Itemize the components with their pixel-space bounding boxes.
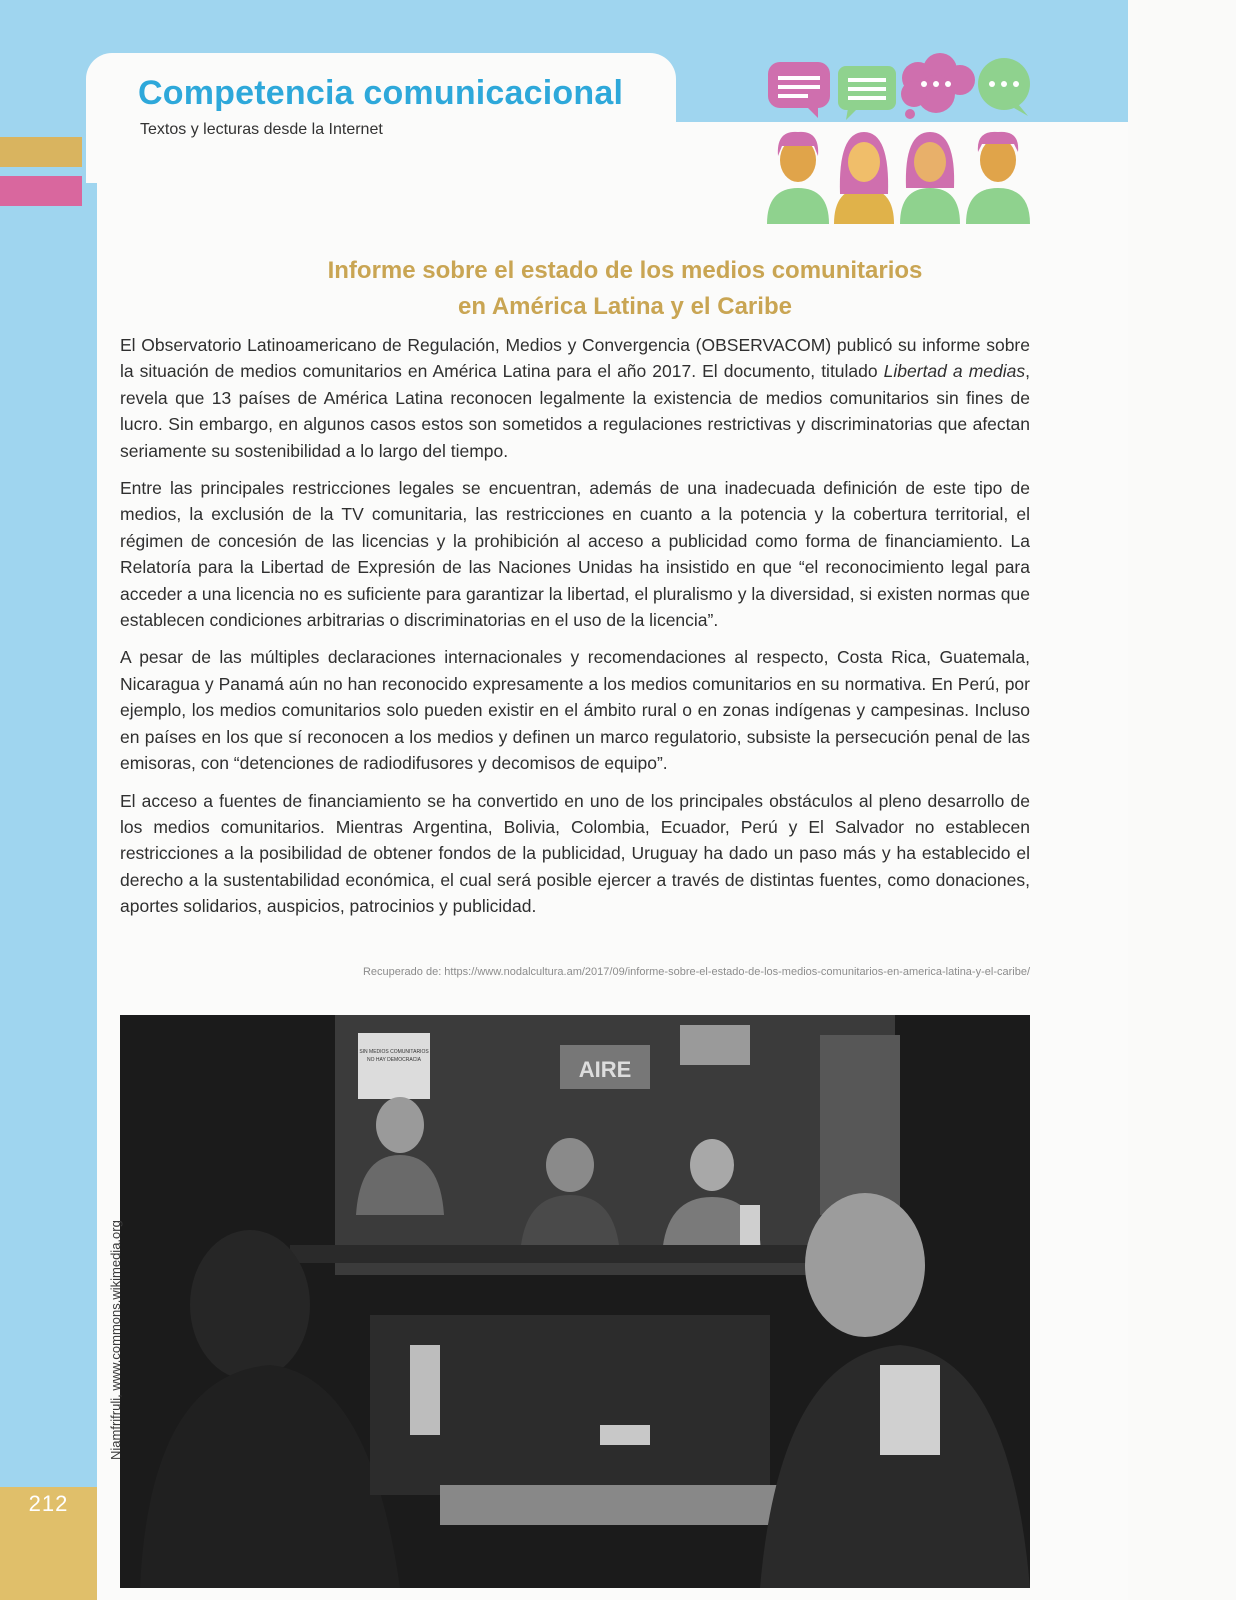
section-title: Competencia comunicacional xyxy=(138,74,624,112)
speech-bubble-lines-icon xyxy=(768,62,830,118)
section-tab-yellow xyxy=(0,137,82,167)
speech-bubble-dots-icon xyxy=(901,53,975,119)
speech-bubble-dots-icon xyxy=(978,58,1030,116)
article-title xyxy=(160,253,1090,325)
poster xyxy=(358,1033,430,1099)
radio-studio-photo xyxy=(120,1015,1030,1588)
poster-text-1: SIN MEDIOS COMUNITARIOS xyxy=(359,1049,429,1055)
left-margin-band xyxy=(0,0,97,1600)
person-icon xyxy=(966,132,1030,224)
right-page-edge xyxy=(1128,0,1236,1600)
aire-sign-text: AIRE xyxy=(578,1057,632,1082)
report-title: Libertad a medias xyxy=(883,361,1026,382)
article-title-line-1: Informe sobre el estado de los medios comunitarios xyxy=(327,257,923,284)
paragraph-1: El Observatorio Latinoamericano de Regulación, Medios y Convergencia (OBSERVACOM) publicó su informe sobre la situación de medios comunitarios en América Latina para el año 2017. El documento, titulado Libertad a medias, revela que 13 países de América Latina reconocen legalmente la existencia de medios comunitarios sin fines de lucro. Sin embargo, en algunos casos estos son sometidos a regulaciones restrictivas y discriminatorias que afectan seriamente su sostenibilidad a lo largo del tiempo. xyxy=(120,335,1030,461)
poster-text-2: NO HAY DEMOCRACIA xyxy=(367,1057,421,1063)
article-body xyxy=(120,332,1030,931)
person-icon xyxy=(767,132,829,224)
dialogue-illustration xyxy=(760,48,1040,228)
page-number: 212 xyxy=(28,1491,69,1516)
section-subtitle: Textos y lecturas desde la Internet xyxy=(140,121,383,138)
section-tab-pink xyxy=(0,176,82,206)
header-card xyxy=(86,53,676,183)
photo-credit: Niamfrifruli, www.commons.wikimedia.org xyxy=(108,1220,123,1460)
paragraph-3: A pesar de las múltiples declaraciones internacionales y recomendaciones al respecto, Costa Rica, Guatemala, Nicaragua y Panamá aún no han reconocido expresamente a los medios comunitarios en su normativa. En Perú, por ejemplo, los medios comunitarios solo pueden existir en el ámbito rural o en zonas indígenas y campesinas. Incluso en países en los que sí reconocen a los medios y definen un marco regulatorio, subsiste la persecución penal de las emisoras, con “detenciones de radiodifusores y decomisos de equipo”. xyxy=(120,647,1030,774)
person-icon xyxy=(900,132,960,224)
paragraph-2: Entre las principales restricciones legales se encuentran, además de una inadecuada definición de este tipo de medios, la exclusión de la TV comunitaria, las restricciones en cuanto a la potencia y la cobertura territorial, el régimen de concesión de las licencias y la prohibición al acceso a publicidad como forma de financiamiento. La Relatoría para la Libertad de Expresión de las Naciones Unidas ha insistido en que “el reconocimiento legal para acceder a una licencia no es suficiente para garantizar la libertad, el pluralismo y la diversidad, si existen normas que establecen condiciones arbitrarias o discriminatorias en el uso de la licencia”. xyxy=(120,478,1030,631)
article-title-line-2: en América Latina y el Caribe xyxy=(458,293,792,320)
person-icon xyxy=(834,132,894,224)
speech-bubble-lines-icon xyxy=(838,66,896,120)
source-citation: Recuperado de: https://www.nodalcultura.am/2017/09/informe-sobre-el-estado-de-los-medios-comunitarios-en-america-latina-y-el-caribe/ xyxy=(362,966,1030,978)
paragraph-4: El acceso a fuentes de financiamiento se ha convertido en uno de los principales obstáculos al pleno desarrollo de los medios comunitarios. Mientras Argentina, Bolivia, Colombia, Ecuador, Perú y El Salvador no establecen restricciones a la posibilidad de obtener fondos de la publicidad, Uruguay ha dado un paso más y ha establecido el derecho a la sustentabilidad económica, el cual será posible ejercer a través de distintas fuentes, como donaciones, aportes solidarios, auspicios, patrocinios y publicidad. xyxy=(120,790,1030,917)
